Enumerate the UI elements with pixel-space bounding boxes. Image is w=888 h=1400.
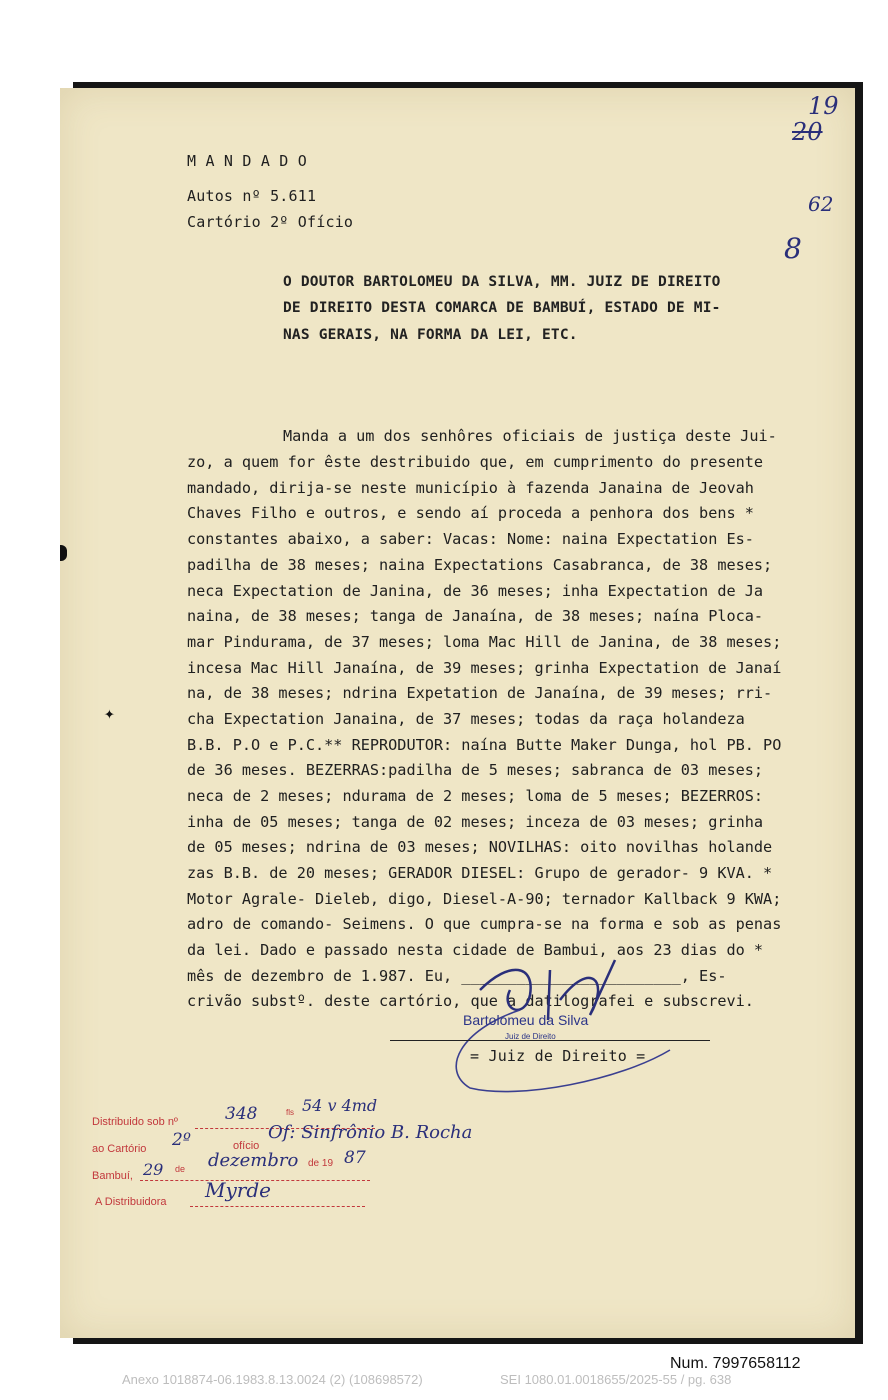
stamp-fls-value: 54 v 4md [302, 1096, 378, 1115]
stamp-cartorio-number: 2º [172, 1130, 191, 1150]
body-line: Manda a um dos senhôres oficiais de justiça deste Jui- [283, 427, 777, 445]
body-line: cha Expectation Janaina, de 37 meses; todas da raça holandeza [187, 710, 745, 728]
judge-name-stamp: Bartolomeu da Silva [463, 1012, 589, 1028]
body-line: de 36 meses. BEZERRAS:padilha de 5 meses; sabranca de 03 meses; [187, 761, 764, 779]
document-title: M A N D A D O [187, 152, 307, 170]
stamp-fls-label: fls [286, 1108, 294, 1117]
stamp-de-label: de [175, 1164, 186, 1174]
body-line: constantes abaixo, a saber: Vacas: Nome: naina Expectation Es- [187, 530, 754, 548]
annex-reference: Anexo 1018874-06.1983.8.13.0024 (2) (108698572) [122, 1372, 423, 1387]
body-line: padilha de 38 meses; naina Expectations Casabranca, de 38 meses; [187, 556, 773, 574]
body-line: Motor Agrale- Dieleb, digo, Diesel-A-90; ternador Kallback 9 KWA; [187, 890, 782, 908]
stamp-line [190, 1206, 365, 1207]
cartorio-label: Cartório 2º Ofício [187, 213, 354, 231]
signature-line [390, 1040, 710, 1041]
margin-number: 62 [808, 192, 834, 216]
body-line: crivão substº. deste cartório, que a datilografei e subscrevi. [187, 992, 754, 1010]
body-line: mês de dezembro de 1.987. Eu, ________________________, Es- [187, 967, 727, 985]
header-line-1: O DOUTOR BARTOLOMEU DA SILVA, MM. JUIZ DE DIREITO [283, 274, 721, 290]
judge-title: = Juiz de Direito = [470, 1047, 646, 1065]
body-line: neca Expectation de Janina, de 36 meses; inha Expectation de Ja [187, 582, 764, 600]
body-line: adro de comando- Seimens. O que cumpra-se na forma e sob as penas [187, 915, 782, 933]
stamp-label-cartorio: ao Cartório [92, 1143, 147, 1155]
sei-reference: SEI 1080.01.0018655/2025-55 / pg. 638 [500, 1372, 732, 1387]
document-number: Num. 7997658112 [670, 1355, 801, 1372]
margin-mark: 8 [784, 232, 802, 265]
page-number-crossed: 20 [792, 118, 823, 146]
stamp-label-bambui: Bambuí, [92, 1170, 133, 1182]
stamp-month: dezembro [208, 1150, 299, 1171]
stamp-oficio-label: ofício [233, 1140, 260, 1152]
stamp-label-distribuidora: A Distribuidora [95, 1196, 167, 1208]
stamp-cartorio-name: Of: Sinfrônio B. Rocha [268, 1122, 473, 1143]
header-line-2: DE DIREITO DESTA COMARCA DE BAMBUÍ, ESTADO DE MI- [283, 300, 721, 316]
header-line-3: NAS GERAIS, NA FORMA DA LEI, ETC. [283, 327, 578, 343]
stamp-label-distribuido: Distribuido sob nº [92, 1116, 178, 1128]
body-line: de 05 meses; ndrina de 03 meses; NOVILHAS: oito novilhas holande [187, 838, 773, 856]
body-line: da lei. Dado e passado nesta cidade de Bambui, aos 23 dias do * [187, 941, 764, 959]
body-line: zas B.B. de 20 meses; GERADOR DIESEL: Grupo de gerador- 9 KVA. * [187, 864, 773, 882]
body-line: zo, a quem for êste destribuido que, em cumprimento do presente [187, 453, 764, 471]
body-line: neca de 2 meses; ndurama de 2 meses; loma de 5 meses; BEZERROS: [187, 787, 764, 805]
body-line: mandado, dirija-se neste município à fazenda Janaina de Jeovah [187, 479, 754, 497]
body-line: incesa Mac Hill Janaína, de 39 meses; grinha Expectation de Janaí [187, 659, 782, 677]
body-line: B.B. P.O e P.C.** REPRODUTOR: naína Butte Maker Dunga, hol PB. PO [187, 736, 782, 754]
judge-stamp-subtitle: Juiz de Direito [505, 1032, 556, 1041]
page-number-handwritten: 19 [808, 92, 839, 120]
body-line: naina, de 38 meses; tanga de Janaína, de 38 meses; naína Plocа- [187, 607, 764, 625]
stamp-number: 348 [225, 1104, 258, 1124]
body-line: Chaves Filho e outros, e sendo aí proceda a penhora dos bens * [187, 504, 754, 522]
body-line: na, de 38 meses; ndrina Expetation de Janaína, de 39 meses; rri- [187, 684, 773, 702]
stamp-signature: Myrde [205, 1178, 271, 1202]
body-line: mar Pindurama, de 37 meses; loma Mac Hill de Janina, de 38 meses; [187, 633, 782, 651]
autos-number: Autos nº 5.611 [187, 187, 317, 205]
stamp-year-label: de 19 [308, 1158, 334, 1169]
stamp-year: 87 [344, 1148, 366, 1168]
stamp-day: 29 [143, 1160, 164, 1179]
ink-blot: ✦ [104, 703, 115, 724]
body-line: inha de 05 meses; tanga de 02 meses; inceza de 03 meses; grinha [187, 813, 764, 831]
